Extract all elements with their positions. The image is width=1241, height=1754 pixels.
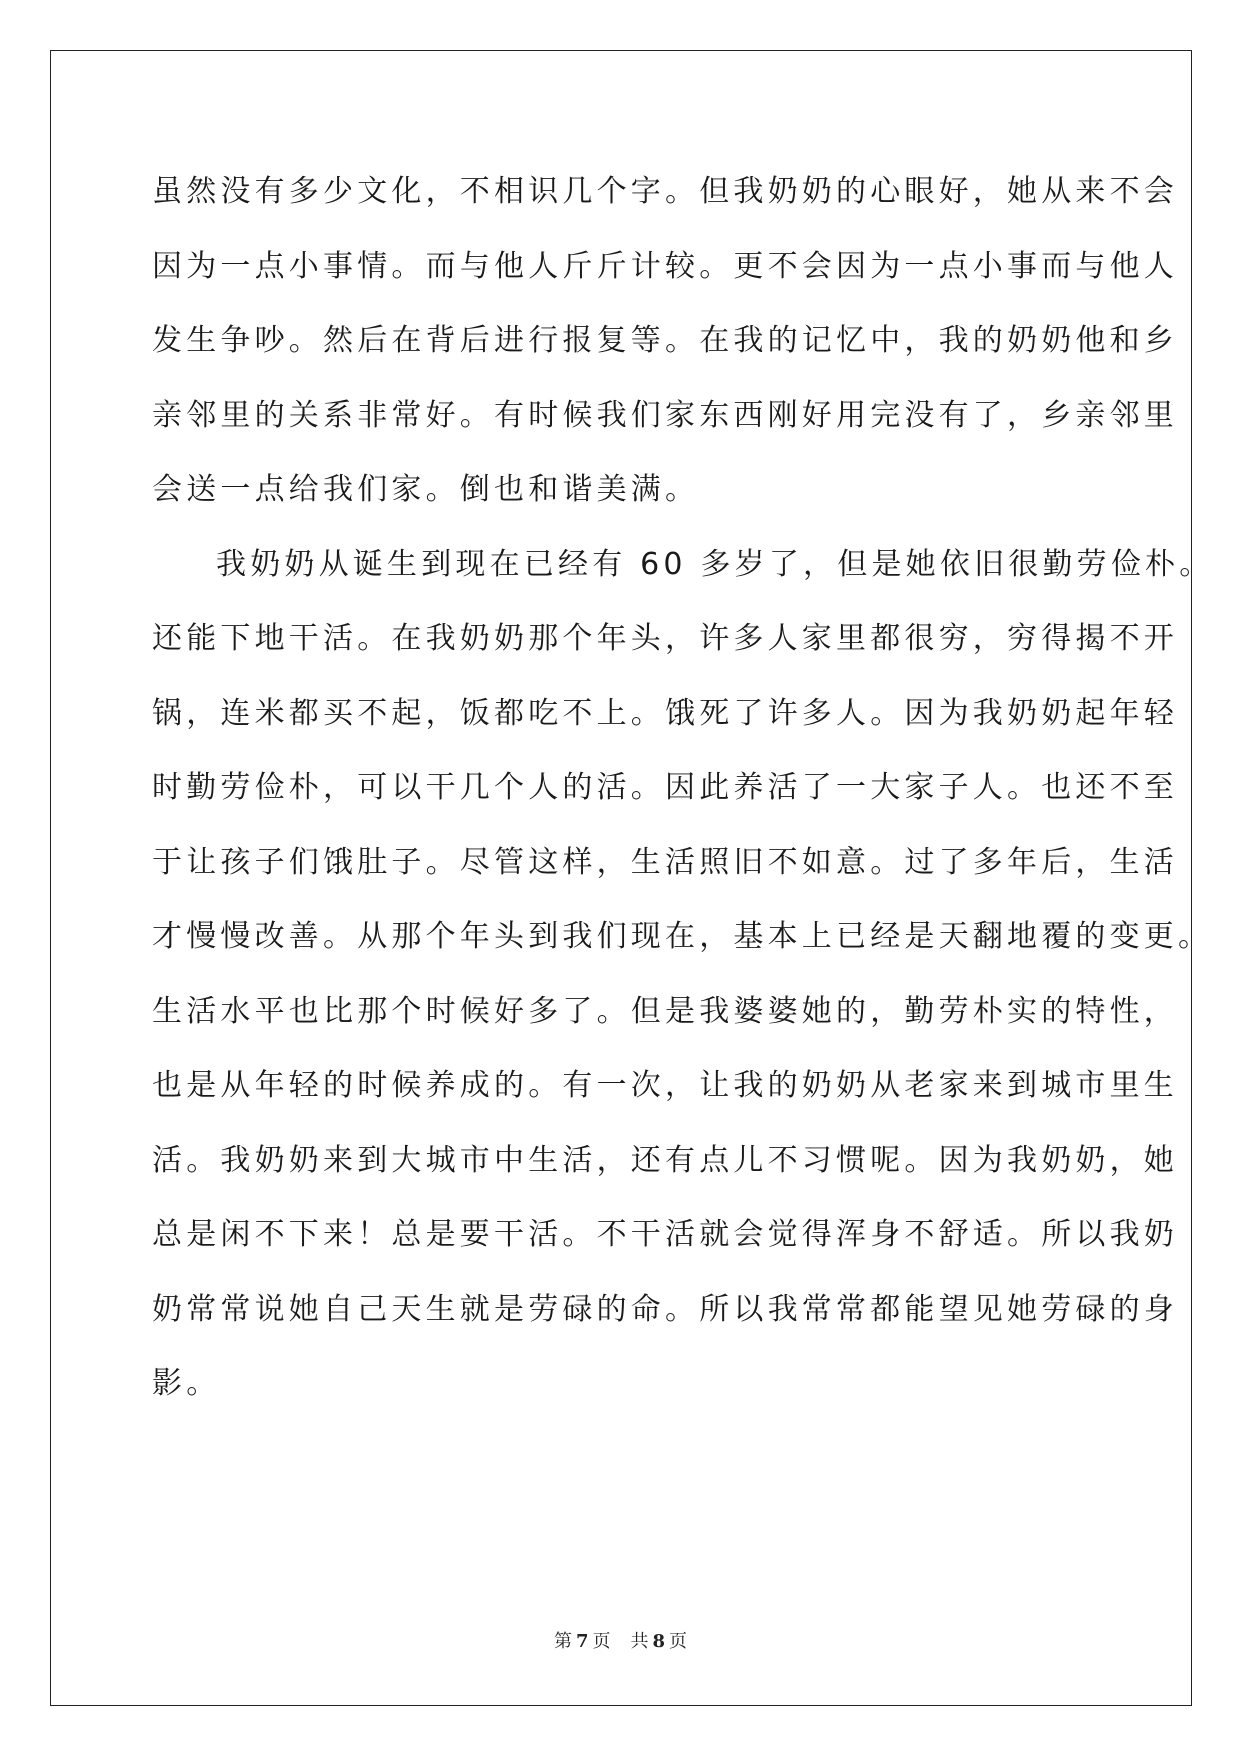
paragraph-2-line-12: 影。 <box>152 1366 221 1401</box>
page-footer <box>0 1627 1241 1653</box>
paragraph-2-line-1: 我奶奶从诞生到现在已经有 60 多岁了，但是她依旧很勤劳俭朴。 <box>216 546 1214 582</box>
paragraph-2-line-6: 才慢慢改善。从那个年头到我们现在，基本上已经是天翻地覆的变更。 <box>152 919 1213 954</box>
paragraph-1-line-1: 虽然没有多少文化，不相识几个字。但我奶奶的心眼好，她从来不会 <box>152 174 1178 209</box>
total-suffix: 页 <box>669 1631 688 1652</box>
document-body <box>152 155 1214 1422</box>
total-pages: 8 <box>652 1631 666 1652</box>
total-prefix: 共 <box>630 1631 649 1652</box>
paragraph-2-line-4: 时勤劳俭朴，可以干几个人的活。因此养活了一大家子人。也还不至 <box>152 770 1178 805</box>
paragraph-2-line-8: 也是从年轻的时候养成的。有一次，让我的奶奶从老家来到城市里生 <box>152 1068 1178 1103</box>
page-suffix: 页 <box>592 1631 611 1652</box>
paragraph-1-line-5: 会送一点给我们家。倒也和谐美满。 <box>152 472 700 507</box>
page-prefix: 第 <box>553 1631 572 1652</box>
paragraph-1-line-3: 发生争吵。然后在背后进行报复等。在我的记忆中，我的奶奶他和乡 <box>152 323 1178 358</box>
paragraph-2-line-3: 锅，连米都买不起，饭都吃不上。饿死了许多人。因为我奶奶起年轻 <box>152 695 1178 731</box>
paragraph-2-line-2: 还能下地干活。在我奶奶那个年头，许多人家里都很穷，穷得揭不开 <box>152 621 1178 656</box>
paragraph-2-line-11: 奶常常说她自己天生就是劳碌的命。所以我常常都能望见她劳碌的身 <box>152 1291 1178 1327</box>
paragraph-2-line-9: 活。我奶奶来到大城市中生活，还有点儿不习惯呢。因为我奶奶，她 <box>152 1142 1178 1178</box>
paragraph-1-line-4: 亲邻里的关系非常好。有时候我们家东西刚好用完没有了，乡亲邻里 <box>152 397 1178 433</box>
paragraph-2-line-10: 总是闲不下来！总是要干活。不干活就会觉得浑身不舒适。所以我奶 <box>152 1217 1178 1252</box>
paragraph-1-line-2: 因为一点小事情。而与他人斤斤计较。更不会因为一点小事而与他人 <box>152 248 1178 284</box>
paragraph-2-line-7: 生活水平也比那个时候好多了。但是我婆婆她的，勤劳朴实的特性， <box>152 993 1178 1029</box>
page-number: 7 <box>575 1631 589 1652</box>
paragraph-2-line-5: 于让孩子们饿肚子。尽管这样，生活照旧不如意。过了多年后，生活 <box>152 844 1178 880</box>
